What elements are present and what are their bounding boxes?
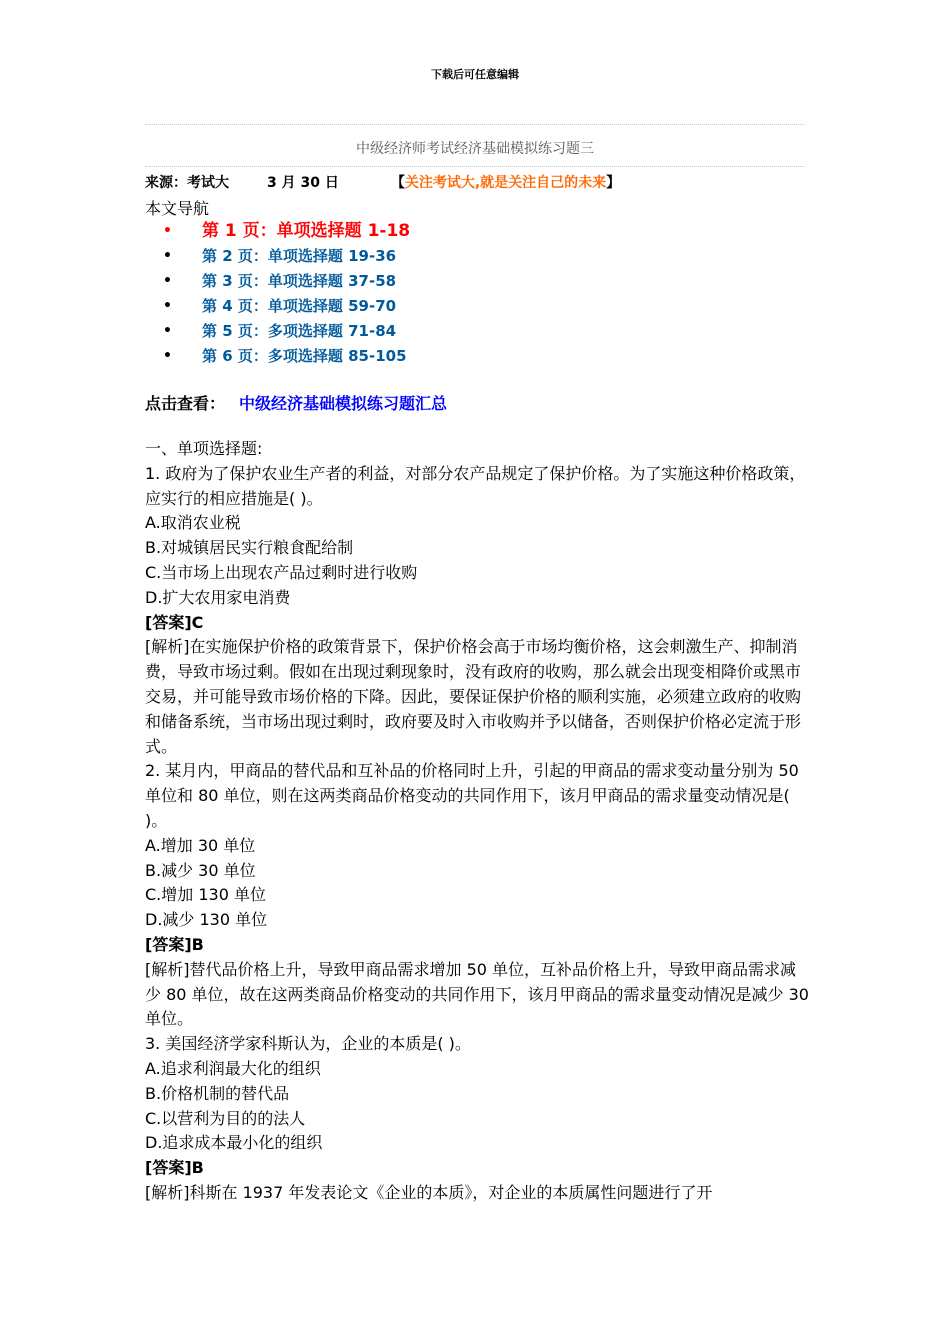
nav-item-label: 第 5 页：多项选择题 71-84 xyxy=(202,322,397,340)
slogan-close-bracket: 】 xyxy=(606,175,621,191)
nav-item-label: 第 3 页：单项选择题 37-58 xyxy=(202,272,397,290)
bullet-icon: • xyxy=(163,223,172,239)
analysis: [解析]替代品价格上升，导致甲商品需求增加 50 单位，互补品价格上升，导致甲商品需求减少 80 单位，故在这两类商品价格变动的共同作用下，该月甲商品的需求量变动情况是减少 30 单位。 xyxy=(145,959,809,1029)
nav-item-label: 第 4 页：单项选择题 59-70 xyxy=(202,297,397,315)
title-divider xyxy=(145,166,805,167)
answer: [答案]B xyxy=(145,1158,204,1178)
nav-item-page-2[interactable] xyxy=(145,244,410,269)
question-stem: 1. 政府为了保护农业生产者的利益，对部分农产品规定了保护价格。为了实施这种价格政策，应实行的相应措施是( )。 xyxy=(145,463,806,508)
option-b: B.价格机制的替代品 xyxy=(145,1083,290,1103)
slogan-link[interactable]: 关注考试大,就是关注自己的未来 xyxy=(404,175,607,191)
question-content xyxy=(145,437,810,1206)
option-c: C.以营利为目的的法人 xyxy=(145,1108,306,1128)
view-all-line xyxy=(145,391,447,414)
option-b: B.减少 30 单位 xyxy=(145,860,256,880)
bullet-icon: • xyxy=(163,298,172,314)
top-divider xyxy=(145,124,805,125)
option-b: B.对城镇居民实行粮食配给制 xyxy=(145,538,354,558)
view-all-prefix: 点击查看： xyxy=(145,394,226,413)
option-a: A.增加 30 单位 xyxy=(145,835,256,855)
option-d: D.追求成本最小化的组织 xyxy=(145,1133,323,1153)
document-title: 中级经济师考试经济基础模拟练习题三 xyxy=(356,141,594,157)
slogan-open-bracket: 【 xyxy=(390,175,405,191)
page-navigation xyxy=(145,219,410,369)
option-d: D.减少 130 单位 xyxy=(145,910,268,930)
nav-item-page-3[interactable] xyxy=(145,269,410,294)
source-label: 来源：考试大 xyxy=(145,175,229,191)
question-stem: 3. 美国经济学家科斯认为，企业的本质是( )。 xyxy=(145,1034,471,1054)
option-c: C.增加 130 单位 xyxy=(145,885,266,905)
nav-item-page-5[interactable] xyxy=(145,319,410,344)
nav-heading: 本文导航 xyxy=(145,199,210,218)
nav-item-label: 第 1 页：单项选择题 1-18 xyxy=(202,221,411,241)
option-d: D.扩大农用家电消费 xyxy=(145,587,291,607)
publish-date: 3 月 30 日 xyxy=(267,175,339,191)
answer: [答案]C xyxy=(145,612,204,632)
bullet-icon: • xyxy=(163,323,172,339)
section-heading: 一、单项选择题: xyxy=(145,439,263,458)
nav-item-page-4[interactable] xyxy=(145,294,410,319)
analysis: [解析]科斯在 1937 年发表论文《企业的本质》，对企业的本质属性问题进行了开 xyxy=(145,1182,713,1202)
option-a: A.取消农业税 xyxy=(145,513,241,533)
analysis: [解析]在实施保护价格的政策背景下，保护价格会高于市场均衡价格，这会刺激生产、抑制消费，导致市场过剩。假如在出现过剩现象时，没有政府的收购，那么就会出现变相降价或黑市交易，并可能导致市场价格的下降。因此，要保证保护价格的顺利实施，必须建立政府的收购和储备系统，当市场出现过剩时，政府要及时入市收购并予以储备，否则保护价格必定流于形式。 xyxy=(145,637,802,756)
nav-item-label: 第 6 页：多项选择题 85-105 xyxy=(202,347,407,365)
bullet-icon: • xyxy=(163,348,172,364)
nav-item-page-6[interactable] xyxy=(145,344,410,369)
bullet-icon: • xyxy=(163,273,172,289)
question-stem: 2. 某月内，甲商品的替代品和互补品的价格同时上升，引起的甲商品的需求变动量分别为 50 单位和 80 单位，则在这两类商品价格变动的共同作用下，该月甲商品的需求量变动情况是( )。 xyxy=(145,761,799,830)
slogan-link-wrapper xyxy=(391,175,620,191)
nav-item-page-1[interactable] xyxy=(145,219,410,244)
article-meta xyxy=(145,172,845,192)
bullet-icon: • xyxy=(163,248,172,264)
option-c: C.当市场上出现农产品过剩时进行收购 xyxy=(145,562,418,582)
view-all-link[interactable]: 中级经济基础模拟练习题汇总 xyxy=(239,394,448,413)
option-a: A.追求利润最大化的组织 xyxy=(145,1058,321,1078)
answer: [答案]B xyxy=(145,934,204,954)
header-note: 下载后可任意编辑 xyxy=(431,68,519,81)
nav-item-label: 第 2 页：单项选择题 19-36 xyxy=(202,247,397,265)
